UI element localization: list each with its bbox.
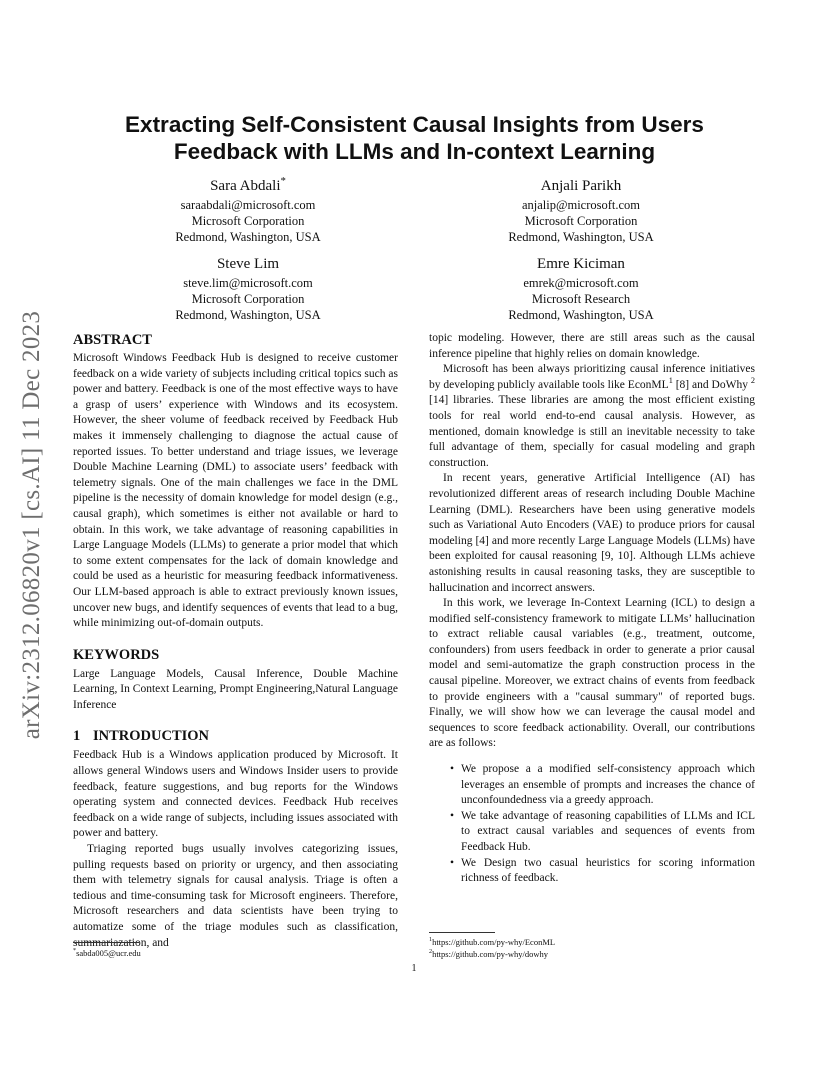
paper-title — [73, 111, 756, 165]
list-item: • We propose a a modified self-consistency approach which leverages an ensemble of prompts and increases the chance of unconfoundedness via a greedy approach. — [461, 762, 755, 809]
footnote-rule-left — [73, 942, 139, 943]
author-block-2 — [451, 177, 711, 245]
left-column — [73, 331, 398, 951]
author-name: Anjali Parikh — [540, 178, 622, 194]
section-title: INTRODUCTION — [93, 728, 210, 745]
footnote-2: $^2$https://github.com/py-why/dowhy — [429, 949, 548, 959]
author-location: Redmond, Washington, USA — [175, 308, 321, 322]
author-email: anjalip@microsoft.com — [521, 198, 641, 212]
author-org: Microsoft Corporation — [524, 214, 638, 228]
intro-paragraph-1: Feedback Hub is a Windows application produced by Microsoft. It allows general Windows users and Windows Insider users to provide feedback, feature suggestions, and bug reports for the Windows operating system and connected devices. Feedback Hub receives feedback on a wide range of subjects, including issues associated with power and battery. — [73, 749, 398, 840]
footnote-1: $^1$https://github.com/py-why/EconML — [429, 937, 556, 947]
contributions-list — [429, 762, 755, 887]
right-paragraph-3: In recent years, generative Artificial Intelligence (AI) has revolutionized different areas of research including Double Machine Learning (DML). Researchers have been using generative models such as Variational Auto Encoders (VAE) to produce priors for causal modeling [4] and more recently Large Language Models (LLMs) have been exploited for causal reasoning [9, 10]. Although LLMs achieve astonishing results in causal reasoning tasks, they are susceptible to hallucination and incorrect answers. — [429, 472, 755, 594]
author-location: Redmond, Washington, USA — [508, 308, 654, 322]
list-item: • We take advantage of reasoning capabilities of LLMs and ICL to extract causal variables and sequences of events from Feedback Hub. — [461, 809, 755, 856]
author-block-1 — [118, 177, 378, 245]
author-location: Redmond, Washington, USA — [508, 230, 654, 244]
abstract-text: Microsoft Windows Feedback Hub is designed to receive customer feedback on a wide variety of subjects including critical topics such as power and battery. Feedback is one of the most effective ways to have a grasp of users’ experience with Windows and its ecosystem. However, the sheer volume of feedback received by Feedback Hub makes it immensely challenging to diagnose the actual cause of reported issues. To better understand and triage issues, we leverage Double Machine Learning (DML) to associate users’ feedback with telemetry signals. One of the main challenges we face in the DML pipeline is the necessity of domain knowledge for model design (e.g., causal graph), which sometimes is either not available or hard to obtain. In this work, we take advantage of reasoning capabilities in Large Language Models (LLMs) to generate a prior model that which to some extent compensates for the lack of domain knowledge and could be used as a heuristic for measuring feedback informativeness. Our LLM-based approach is able to extract previously known issues, uncover new bugs, and identify sequences of events that lead to a bug, while minimizing out-of-domain outputs. — [73, 352, 398, 630]
right-column — [429, 331, 755, 887]
author-org: Microsoft Corporation — [191, 214, 305, 228]
section-number: 1 — [73, 728, 81, 745]
page-number: 1 — [411, 963, 417, 974]
right-paragraph-1: topic modeling. However, there are still areas such as the causal inference pipeline that highly relies on domain knowledge. — [429, 332, 755, 360]
author-name: Steve Lim — [216, 256, 280, 272]
title-line-1: Extracting Self-Consistent Causal Insights from Users — [125, 112, 704, 137]
intro-paragraph-2: Triaging reported bugs usually involves categorizing issues, pulling requests based on priority or urgency, and then associating them with telemetry signals for causal analysis. Triage is often a tedious and time-consuming task for Microsoft engineers. Therefore, Microsoft researchers and data scientists have been trying to automatize some of the triage modules such as classification, summariazation, and — [73, 843, 398, 949]
author-org: Microsoft Research — [531, 292, 631, 306]
author-email: saraabdali@microsoft.com — [180, 198, 316, 212]
arxiv-stamp: arXiv:2312.06820v1 [cs.AI] 11 Dec 2023 — [18, 310, 45, 740]
right-paragraph-2: Microsoft has been always prioritizing causal inference initiatives by developing publicly available tools like EconML$^1$ [8] and DoWhy $^2$ [14] libraries. These libraries are among the most efficient existing tools for real world end-to-end causal analysis. However, as mentioned, domain knowledge is still an inevitable necessity to take full advantage of them, specially for casual modeling and graph construction. — [429, 363, 755, 469]
author-name: Emre Kiciman — [537, 256, 625, 272]
keywords-text: Large Language Models, Causal Inference, Double Machine Learning, In Context Learning, Prompt Engineering,Natural Language Inference — [73, 667, 398, 711]
footnote-rule-right — [429, 932, 495, 933]
keywords-heading: KEYWORDS — [73, 646, 160, 663]
author-block-4 — [451, 255, 711, 323]
list-item: • We Design two casual heuristics for scoring information richness of feedback. — [461, 856, 755, 887]
footnote-ref-2: 2 — [750, 375, 755, 385]
abstract-heading: ABSTRACT — [73, 332, 152, 348]
author-name: Sara Abdali* — [210, 175, 286, 194]
title-line-2: Feedback with LLMs and In-context Learning — [173, 139, 656, 164]
author-email: steve.lim@microsoft.com — [183, 276, 313, 290]
author-block-3 — [118, 255, 378, 323]
footnote-left: *sabda005@ucr.edu — [73, 948, 141, 958]
author-email: emrek@microsoft.com — [523, 276, 639, 290]
right-paragraph-4: In this work, we leverage In-Context Learning (ICL) to design a modified self-consistency framework to mitigate LLMs’ hallucination to extract reliable causal variables (e.g., treatment, outcome, confounders) from users feedback in order to generate a prior causal model and semi-automatize the graph construction process in the causal pipeline. Moreover, we extract chains of events from feedback to provide engineers with a "causal summary" of reported bugs. Finally, we will show how we can leverage the causal model and sequences to score feedback actionability. Overall, our contributions are as follows: — [429, 597, 755, 750]
footnote-ref-1: 1 — [668, 375, 673, 385]
author-location: Redmond, Washington, USA — [175, 230, 321, 244]
introduction-heading — [73, 727, 398, 745]
author-org: Microsoft Corporation — [191, 292, 305, 306]
